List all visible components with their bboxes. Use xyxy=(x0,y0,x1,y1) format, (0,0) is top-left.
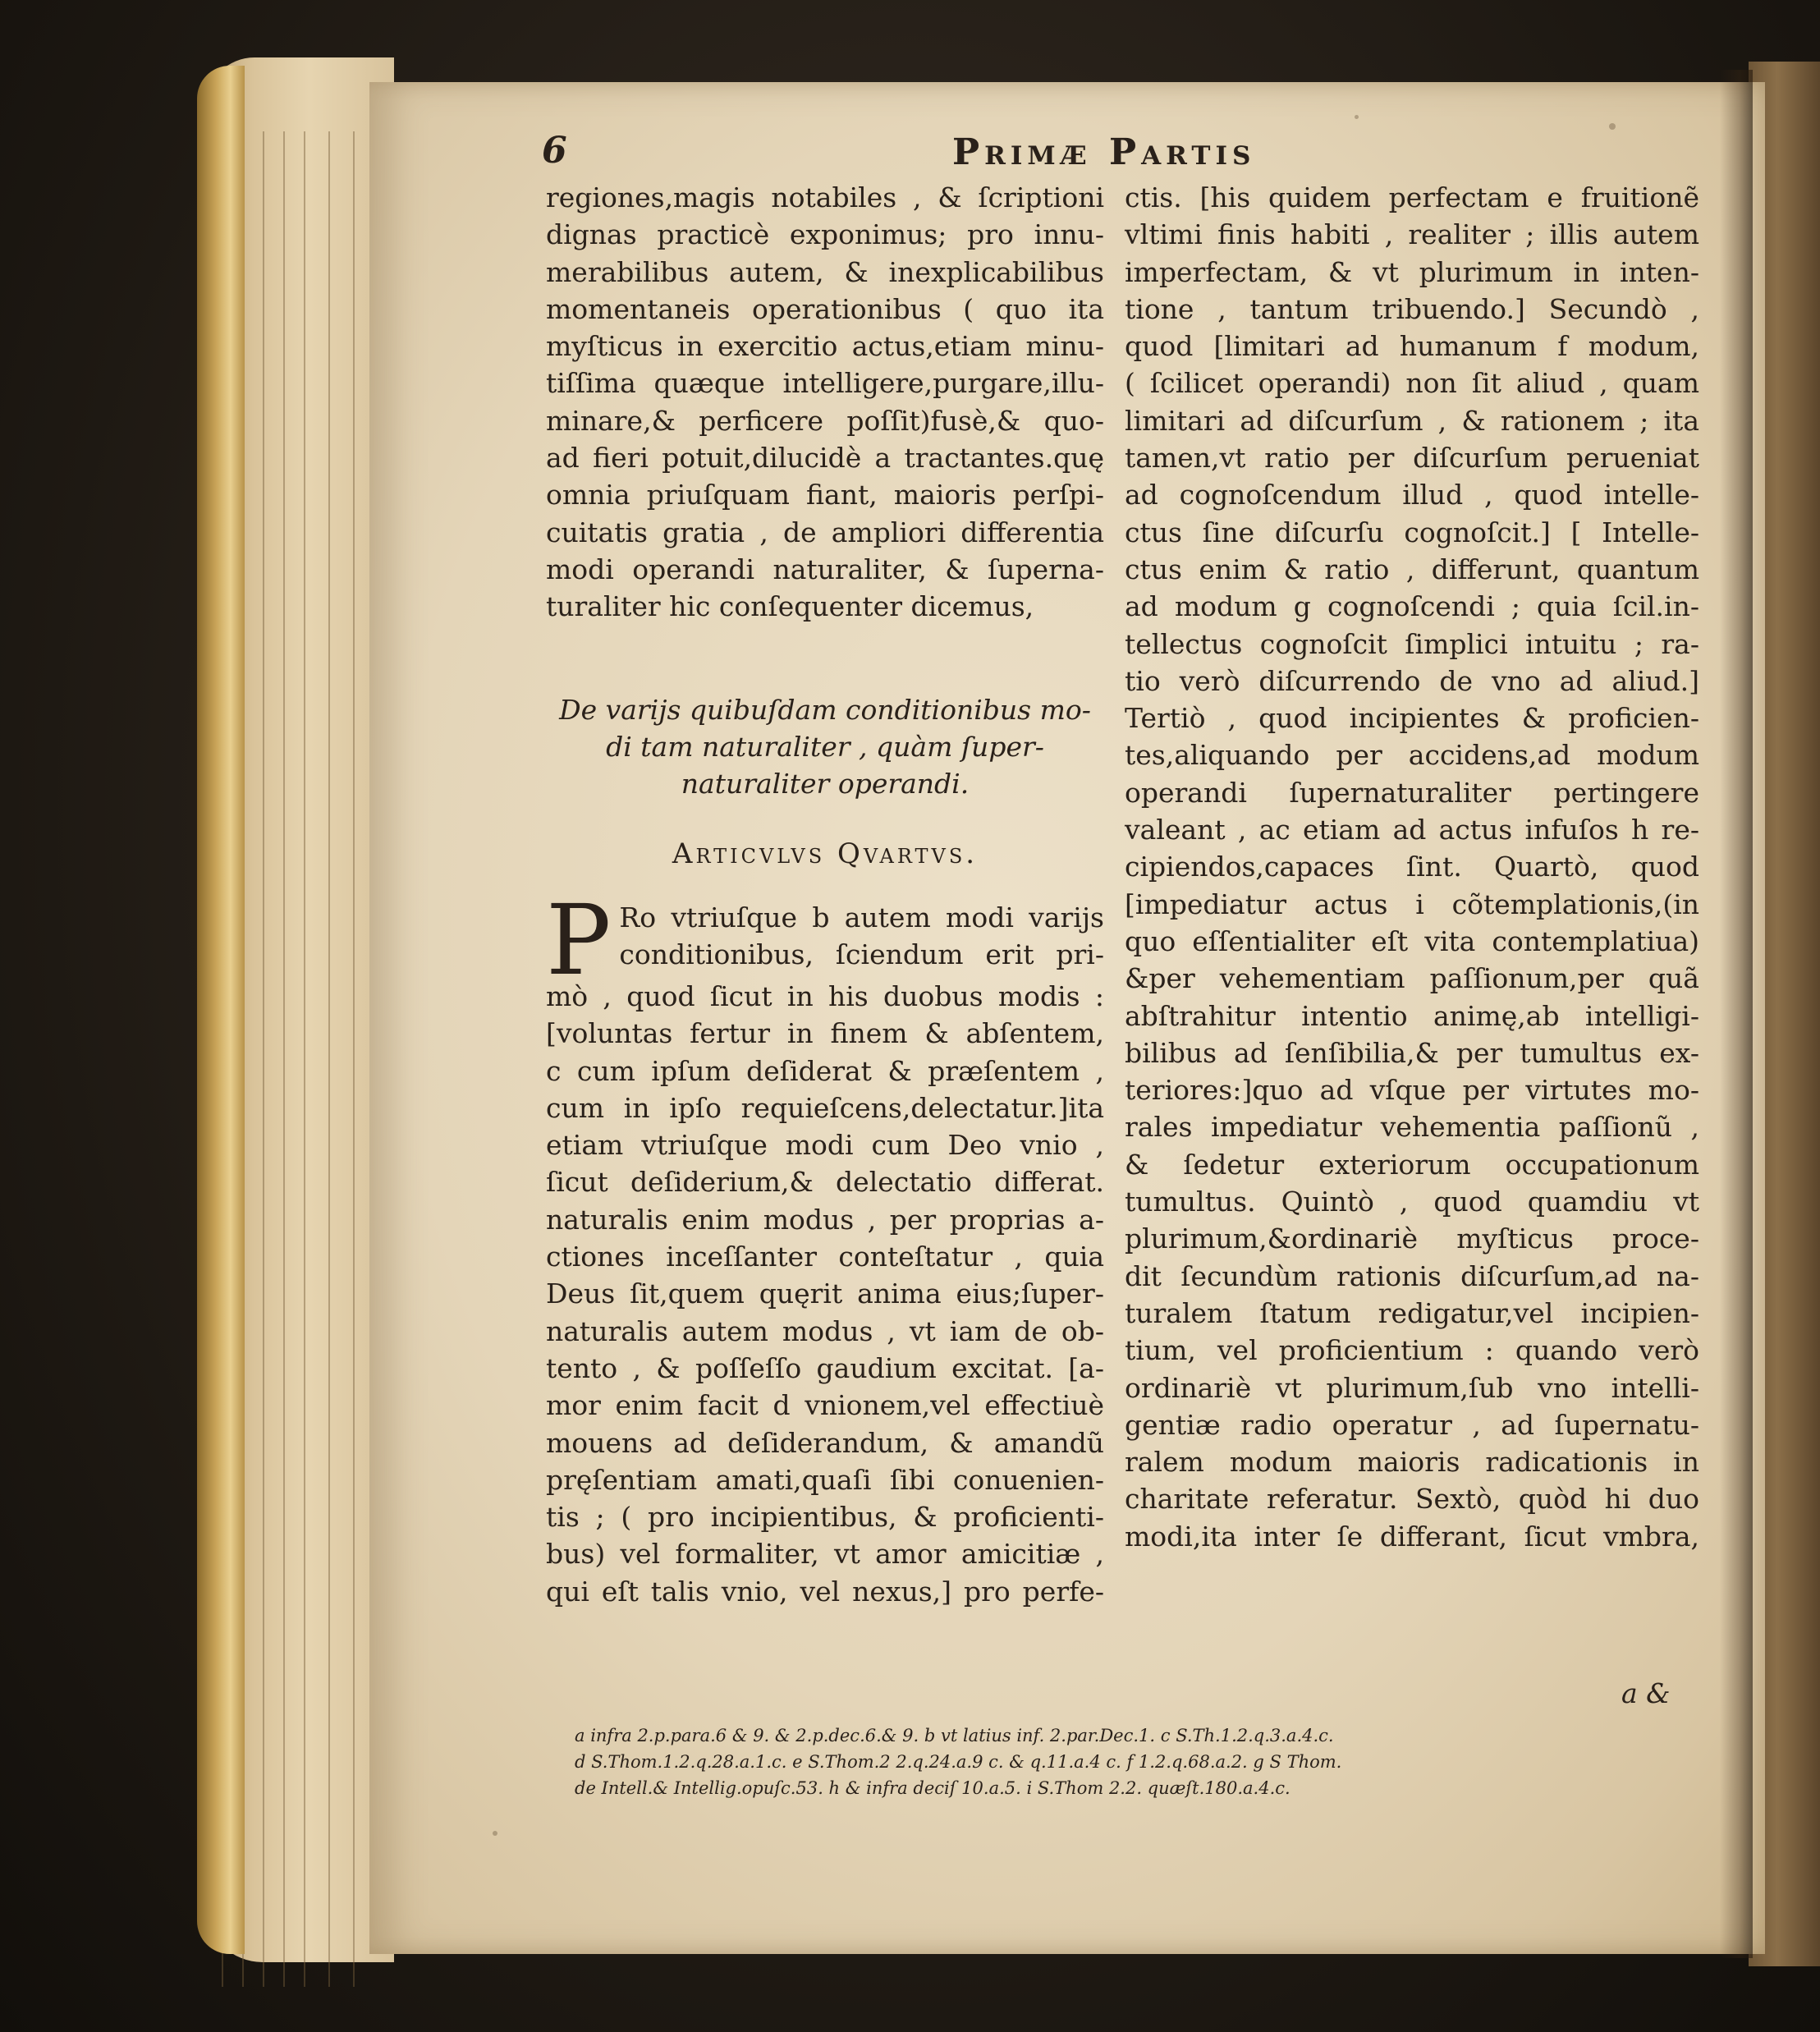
book-gutter-shadow xyxy=(1720,70,1753,1958)
text-line: naturalis autem modus , vt iam de ob- xyxy=(546,1314,1104,1347)
text-line: pręſentiam amati,quaſi ſibi conuenien- xyxy=(546,1463,1104,1496)
text-line: cuitatis gratia , de ampliori differentia xyxy=(546,516,1104,548)
text-line: Ro vtriuſque b autem modi varijs xyxy=(619,901,1104,933)
text-line: [impediatur actus i cõtemplationis,(in xyxy=(1125,888,1699,920)
article-title: Articvlvs Qvartvs. xyxy=(672,837,979,870)
heading-line: di tam naturaliter , quàm ſuper- xyxy=(606,731,1044,763)
page-edge-line xyxy=(283,131,285,1987)
text-line: ordinariè vt plurimum,ſub vno intelli- xyxy=(1125,1371,1699,1404)
text-line: vltimi finis habiti , realiter ; illis autem xyxy=(1125,218,1699,251)
text-line: tes,aliquando per accidens,ad modum xyxy=(1125,739,1699,772)
text-line: operandi ſupernaturaliter pertingere xyxy=(1125,776,1699,809)
page-edge-line xyxy=(328,131,330,1987)
text-line: naturalis enim modus , per proprias a- xyxy=(546,1203,1104,1236)
text-line: tento , & poſſeſſo gaudium excitat. [a- xyxy=(546,1351,1104,1384)
text-line: charitate referatur. Sextò, quòd hi duo xyxy=(1125,1483,1699,1516)
drop-cap: P xyxy=(546,883,612,997)
text-line: & ſedetur exteriorum occupationum xyxy=(1125,1148,1699,1181)
text-line: ctiones inceſſanter conteſtatur , quia xyxy=(546,1241,1104,1273)
text-line: tio verò diſcurrendo de vno ad aliud.] xyxy=(1125,664,1699,697)
text-line: tione , tantum tribuendo.] Secundò , xyxy=(1125,292,1699,325)
text-line: limitari ad diſcurſum , & rationem ; ita xyxy=(1125,404,1699,437)
text-line: cum in ipſo requieſcens,delectatur.]ita xyxy=(546,1091,1104,1124)
text-line: Deus ſit,quem quęrit anima eius;ſuper- xyxy=(546,1277,1104,1310)
paper-speck xyxy=(1355,115,1359,119)
text-line: ſicut deſiderium,& delectatio differat. xyxy=(546,1166,1104,1199)
text-line: quod [limitari ad humanum f modum, xyxy=(1125,330,1699,363)
text-line: tis ; ( pro incipientibus, & proficienti- xyxy=(546,1501,1104,1534)
text-line: ( ſcilicet operandi) non ſit aliud , quam xyxy=(1125,367,1699,400)
gilded-fore-edge xyxy=(197,66,245,1954)
text-line: abſtrahitur intentio animę,ab intelligi- xyxy=(1125,999,1699,1032)
footnote-line: a infra 2.p.para.6 & 9. & 2.p.dec.6.& 9. b vt latius inf. 2.par.Dec.1. c S.Th.1.2.q.3.a.4.c. xyxy=(575,1726,1334,1745)
text-line: tellectus cognoſcit ſimplici intuitu ; ra- xyxy=(1125,627,1699,660)
text-line: gentiæ radio operatur , ad ſupernatu- xyxy=(1125,1408,1699,1441)
heading-line: naturaliter operandi. xyxy=(681,768,970,800)
text-line: ad fieri potuit,dilucidè a tractantes.quę xyxy=(546,442,1104,475)
text-line: &per vehementiam paſſionum,per quã xyxy=(1125,962,1699,995)
paper-speck xyxy=(493,1831,497,1836)
text-line: ad cognoſcendum illud , quod intelle- xyxy=(1125,479,1699,511)
text-line: [voluntas fertur in finem & abſentem, xyxy=(546,1017,1104,1050)
text-line: omnia priuſquam fiant, maioris perſpi- xyxy=(546,479,1104,511)
text-line: etiam vtriuſque modi cum Deo vnio , xyxy=(546,1129,1104,1162)
text-line: Tertiò , quod incipientes & proficien- xyxy=(1125,702,1699,735)
text-line: quo eſſentialiter eſt vita contemplatiua) xyxy=(1125,924,1699,957)
text-line: regiones,magis notabiles , & ſcriptioni xyxy=(546,181,1104,213)
text-line: qui eſt talis vnio, vel nexus,] pro perfe- xyxy=(546,1575,1104,1608)
text-line: tium, vel proficientium : quando verò xyxy=(1125,1334,1699,1367)
text-line: dignas practicè exponimus; pro innu- xyxy=(546,218,1104,251)
page-number: 6 xyxy=(542,130,567,172)
text-line: modi,ita inter ſe differant, ſicut vmbra, xyxy=(1125,1520,1699,1553)
text-line: mouens ad deſiderandum, & amandũ xyxy=(546,1426,1104,1459)
heading-line: De varijs quibuſdam conditionibus mo- xyxy=(559,694,1091,726)
footnote-line: de Intell.& Intellig.opuſc.53. h & infra deciſ 10.a.5. i S.Thom 2.2. quæſt.180.a.4.c. xyxy=(575,1778,1291,1798)
footnote-line: d S.Thom.1.2.q.28.a.1.c. e S.Thom.2 2.q.24.a.9 c. & q.11.a.4 c. f 1.2.q.68.a.2. g S Thom. xyxy=(575,1752,1342,1772)
page-edge-line xyxy=(304,131,305,1987)
text-line: rales impediatur vehementia paſſionũ , xyxy=(1125,1111,1699,1144)
text-line: tamen,vt ratio per diſcurſum perueniat xyxy=(1125,442,1699,475)
text-line: dit ſecundùm rationis diſcurſum,ad na- xyxy=(1125,1259,1699,1292)
text-line: ctus enim & ratio , differunt, quantum xyxy=(1125,553,1699,585)
text-line: ad modum g cognoſcendi ; quia ſcil.in- xyxy=(1125,590,1699,623)
text-line: ralem modum maioris radicationis in xyxy=(1125,1446,1699,1479)
text-line: bilibus ad ſenſibilia,& per tumultus ex- xyxy=(1125,1036,1699,1069)
text-line: minare,& perficere poſſit)fusè,& quo- xyxy=(546,404,1104,437)
right-column xyxy=(1125,179,1699,1555)
text-line: myſticus in exercitio actus,etiam minu- xyxy=(546,330,1104,363)
text-line: merabilibus autem, & inexplicabilibus xyxy=(546,255,1104,288)
text-line: ctis. [his quidem perfectam e fruitionẽ xyxy=(1125,181,1699,213)
text-line: c cum ipſum deſiderat & præſentem , xyxy=(546,1054,1104,1087)
text-line: turalem ſtatum redigatur,vel incipien- xyxy=(1125,1296,1699,1329)
text-line: plurimum,&ordinariè myſticus proce- xyxy=(1125,1222,1699,1255)
text-line: turaliter hic conſequenter dicemus, xyxy=(546,590,1034,623)
text-line: mor enim facit d vnionem,vel effectiuè xyxy=(546,1389,1104,1422)
text-line: teriores:]quo ad vſque per virtutes mo- xyxy=(1125,1074,1699,1107)
text-line: tiſſima quæque intelligere,purgare,illu- xyxy=(546,367,1104,400)
text-line: ctus ſine diſcurſu cognoſcit.] [ Intelle- xyxy=(1125,516,1699,548)
text-line: valeant , ac etiam ad actus infuſos h re- xyxy=(1125,814,1699,846)
section-heading xyxy=(546,691,1104,802)
page-edge-line xyxy=(263,131,264,1987)
text-line: conditionibus, ſciendum erit pri- xyxy=(619,938,1104,971)
paper-speck xyxy=(1609,123,1616,130)
left-column-top xyxy=(546,179,1104,626)
text-line: cipiendos,capaces ſint. Quartò, quod xyxy=(1125,851,1699,883)
text-line: bus) vel formaliter, vt amor amicitiæ , xyxy=(546,1538,1104,1571)
text-line: momentaneis operationibus ( quo ita xyxy=(546,292,1104,325)
text-line: mò , quod ſicut in his duobus modis : xyxy=(546,980,1104,1012)
text-line: modi operandi naturaliter, & ſuperna- xyxy=(546,553,1104,585)
page-edge-line xyxy=(353,131,355,1987)
running-title: Primæ Partis xyxy=(952,131,1256,173)
footnotes xyxy=(575,1722,1708,1801)
catchword: a & xyxy=(1621,1677,1671,1709)
left-column-body xyxy=(546,883,1104,1610)
text-line: tumultus. Quintò , quod quamdiu vt xyxy=(1125,1186,1699,1218)
text-line: imperfectam, & vt plurimum in inten- xyxy=(1125,255,1699,288)
